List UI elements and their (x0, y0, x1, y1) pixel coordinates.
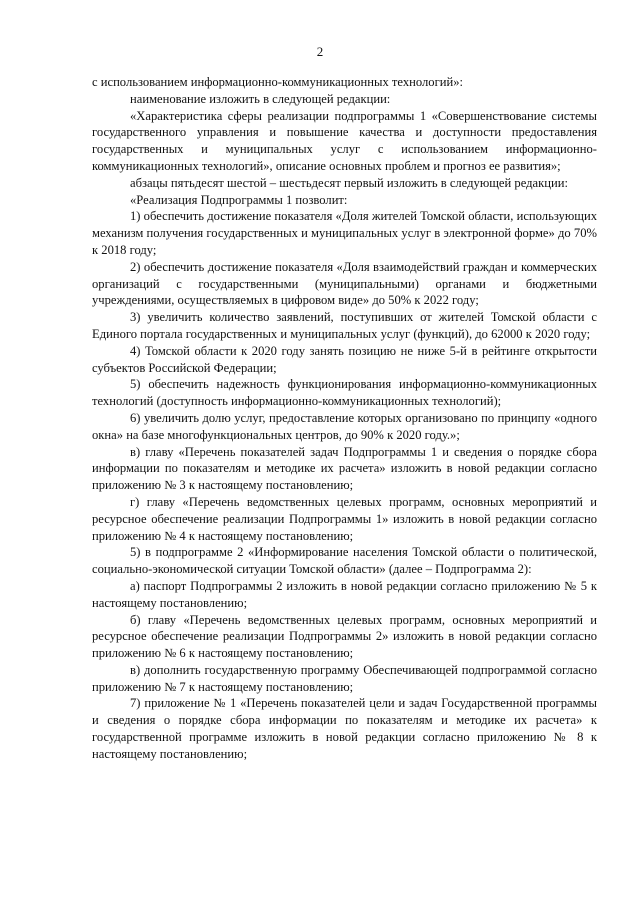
list-item-4: 4) Томской области к 2020 году занять позицию не ниже 5-й в рейтинге открытости субъектов Российской Федерации; (92, 343, 597, 375)
list-item-3: 3) увеличить количество заявлений, поступивших от жителей Томской области с Единого портала государственных и муниципальных услуг (функций), до 62000 к 2020 году; (92, 310, 597, 341)
document-body (92, 74, 597, 763)
item-7-appendix: 7) приложение № 1 «Перечень показателей цели и задач Государственной программы и сведения о порядке сбора информации по показателям и методике их расчета» к государственной программе изложить в новой редакции согласно приложению № 8 к настоящему постановлению; (92, 696, 597, 761)
list-item-2: 2) обеспечить достижение показателя «Доля взаимодействий граждан и коммерческих организаций с государственными (муниципальными) органами и бюджетными учреждениями, осуществляемых в цифровом виде» до 50% к 2022 году; (92, 259, 597, 308)
paragraph-new-title: «Характеристика сферы реализации подпрограммы 1 «Совершенствование системы государственного управления и повышение качества и доступности предоставления государственных и муниципальных услуг с использованием информационно-коммуникационных технологий», описание основных проблем и прогноз ее развития»; (92, 108, 597, 173)
subitem-a: а) паспорт Подпрограммы 2 изложить в новой редакции согласно приложению № 5 к настоящему постановлению; (92, 578, 597, 610)
page-number: 2 (316, 44, 324, 59)
subitem-v-supplement: в) дополнить государственную программу Обеспечивающей подпрограммой согласно приложению № 7 к настоящему постановлению; (92, 662, 597, 694)
list-item-6: 6) увеличить долю услуг, предоставление которых организовано по принципу «одного окна» на базе многофункциональных центров, до 90% к 2020 году.»; (92, 410, 597, 442)
item-5-subprogram-2: 5) в подпрограмме 2 «Информирование населения Томской области о политической, социально-экономической ситуации Томской области» (далее – Подпрограмма 2): (92, 545, 597, 577)
list-item-5: 5) обеспечить надежность функционирования информационно-коммуникационных технологий (доступность информационно-коммуникационных технологий); (92, 377, 597, 409)
paragraph-instruction-title: наименование изложить в следующей редакции: (130, 91, 391, 106)
paragraph-implementation-intro: «Реализация Подпрограммы 1 позволит: (130, 192, 348, 207)
list-item-1: 1) обеспечить достижение показателя «Доля жителей Томской области, использующих механизм получения государственных и муниципальных услуг в электронной форме» до 70% к 2018 году; (92, 209, 597, 257)
subitem-g: г) главу «Перечень ведомственных целевых программ, основных мероприятий и ресурсное обеспечение реализации Подпрограммы 1» изложить в новой редакции согласно приложению № 4 к настоящему постановлению; (92, 494, 597, 543)
subitem-b: б) главу «Перечень ведомственных целевых программ, основных мероприятий и ресурсное обеспечение реализации Подпрограммы 2» изложить в новой редакции согласно приложению № 6 к настоящему постановлению; (92, 612, 597, 661)
paragraph-continuation: с использованием информационно-коммуникационных технологий»: (92, 75, 464, 89)
paragraph-instruction-paragraphs: абзацы пятьдесят шестой – шестьдесят первый изложить в следующей редакции: (130, 175, 568, 190)
subitem-v: в) главу «Перечень показателей задач Подпрограммы 1 и сведения о порядке сбора информации по показателям и методике их расчета» изложить в новой редакции согласно приложению № 3 к настоящему постановлению; (92, 444, 597, 493)
